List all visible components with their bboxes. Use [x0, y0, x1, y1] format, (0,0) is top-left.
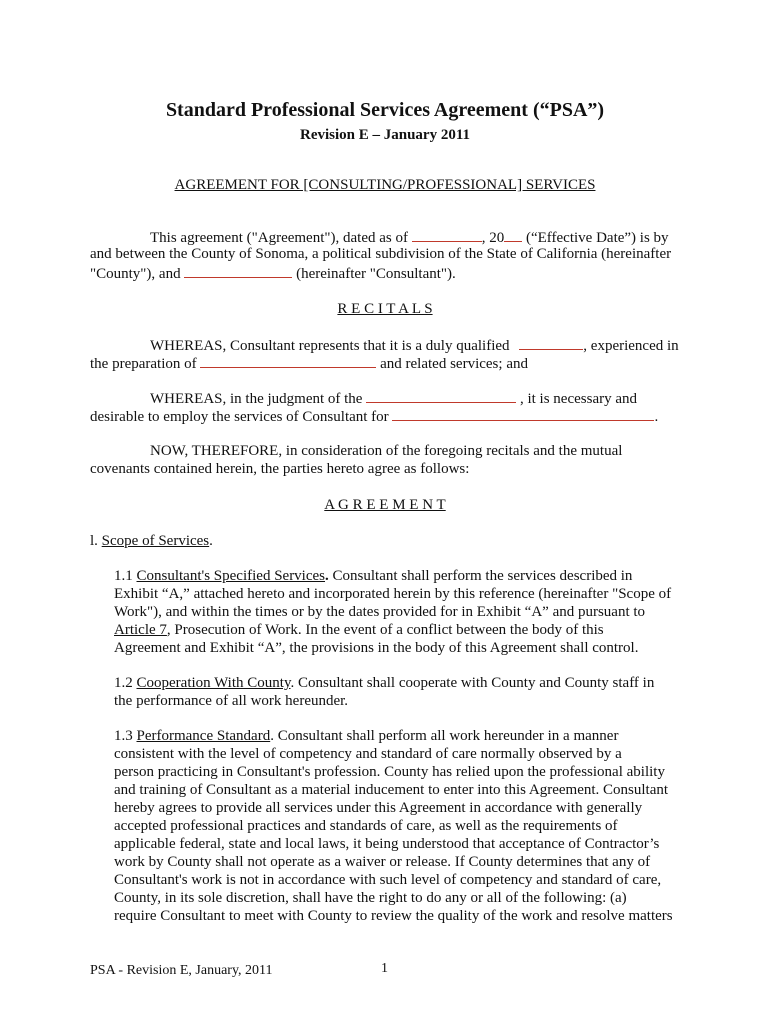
whereas-1-text-d: and related services; and [380, 356, 528, 372]
document-title: Standard Professional Services Agreement (“PSA”) [165, 99, 605, 121]
intro-line-1 [150, 227, 669, 247]
now-therefore-line-1: NOW, THEREFORE, in consideration of the foregoing recitals and the mutual [150, 443, 623, 459]
section-1-3-line-3: person practicing in Consultant's profession. County has relied upon the professional ability [114, 764, 665, 780]
intro-line-2: and between the County of Sonoma, a political subdivision of the State of California (hereinafter [90, 246, 672, 262]
section-1-1-text-4: , Prosecution of Work. In the event of a conflict between the body of this [166, 622, 604, 638]
intro-text-1a: This agreement ("Agreement"), dated as of [150, 230, 408, 246]
section-1-number: l. [90, 533, 98, 549]
intro-text-3b: (hereinafter "Consultant"). [296, 266, 456, 282]
section-1-1-text-1: Consultant shall perform the services described in [332, 568, 633, 584]
section-1-3-text-1: . Consultant shall perform all work hereunder in a manner [270, 728, 619, 744]
section-1-1-dot: . [325, 568, 329, 584]
whereas-2-text-c: desirable to employ the services of Consultant for [90, 409, 389, 425]
whereas-1-text-b: , experienced in [583, 338, 679, 354]
section-1-3-number: 1.3 [114, 728, 133, 744]
section-1-3-line-9: Consultant's work is not in accordance with such level of competency and standard of care, [114, 872, 662, 888]
whereas-2-line-1 [150, 388, 637, 408]
section-1-3-line-6: accepted professional practices and standards of care, as well as the requirements of [114, 818, 618, 834]
section-1-3-line-2: consistent with the level of competency and standard of care normally observed by a [114, 746, 622, 762]
section-1-3-line-10: County, in its sole discretion, shall have the right to do any or all of the following: (a) [114, 890, 627, 906]
recitals-heading-text: R E C I T A L S [337, 301, 433, 317]
section-1-1-line-4 [114, 621, 604, 639]
whereas-2-text-a: WHEREAS, in the judgment of the [150, 391, 363, 407]
whereas-1-text-a: WHEREAS, Consultant represents that it is a duly qualified [150, 338, 510, 354]
intro-line-3 [90, 263, 456, 283]
whereas-1-text-c: the preparation of [90, 356, 197, 372]
page-number: 1 [381, 961, 388, 976]
section-1-1-line-1 [114, 567, 632, 585]
services-for-blank[interactable] [392, 406, 654, 421]
section-1-3-line-7: applicable federal, state and local laws, it being understood that acceptance of Contractor’s [114, 836, 660, 852]
section-1-2-text-1: . Consultant shall cooperate with County and County staff in [290, 675, 655, 691]
section-1-1-line-5: Agreement and Exhibit “A”, the provisions in the body of this Agreement shall control. [114, 640, 639, 656]
section-1-3-title: Performance Standard [136, 728, 271, 744]
section-1-3-line-5: hereby agrees to provide all services under this Agreement in accordance with generally [114, 800, 643, 816]
section-1-1-number: 1.1 [114, 568, 133, 584]
intro-text-3a: "County"), and [90, 266, 181, 282]
intro-text-1b: , 20 [481, 230, 505, 246]
agreement-for-line [0, 176, 770, 194]
whereas-2-line-2 [90, 406, 658, 426]
whereas-1-line-2 [90, 353, 528, 373]
section-1-3-line-8: work by County shall not operate as a waiver or release. If County determines that any of [114, 854, 651, 870]
section-1-title: Scope of Services [101, 533, 210, 549]
section-1-1-line-3: Work"), and within the times or by the dates provided for in Exhibit “A” and pursuant to [114, 604, 646, 620]
section-1-dot: . [209, 533, 213, 549]
section-1-2-line-2: the performance of all work hereunder. [114, 693, 349, 709]
whereas-1-line-1 [150, 335, 679, 355]
recitals-heading [0, 300, 770, 318]
section-1-1-title: Consultant's Specified Services [136, 568, 326, 584]
section-1-3-line-1 [114, 727, 618, 745]
article-7-link[interactable]: Article 7 [114, 622, 167, 638]
judgment-blank[interactable] [366, 388, 516, 403]
qualified-blank[interactable] [519, 335, 583, 350]
revision-line: Revision E – January 2011 [299, 127, 471, 143]
agreement-heading-text: A G R E E M E N T [324, 497, 446, 513]
section-1-2-number: 1.2 [114, 675, 133, 691]
consultant-name-blank[interactable] [184, 263, 292, 278]
agreement-for-text: AGREEMENT FOR [CONSULTING/PROFESSIONAL] SERVICES [174, 177, 596, 193]
section-1-3-line-4: and training of Consultant as a material inducement to enter into this Agreement. Consultant [114, 782, 669, 798]
section-1-2-line-1 [114, 674, 654, 692]
section-1-1-line-2: Exhibit “A,” attached hereto and incorporated herein by this reference (hereinafter "Scope of [114, 586, 672, 602]
whereas-2-text-d: . [654, 409, 659, 425]
agreement-heading [0, 496, 770, 514]
section-1-3-line-11: require Consultant to meet with County to review the quality of the work and resolve matters [114, 908, 673, 924]
section-1-heading [90, 532, 213, 550]
whereas-2-text-b: , it is necessary and [519, 391, 638, 407]
preparation-blank[interactable] [200, 353, 376, 368]
year-blank[interactable] [504, 227, 522, 242]
date-blank[interactable] [412, 227, 482, 242]
now-therefore-line-2: covenants contained herein, the parties hereto agree as follows: [90, 461, 470, 477]
footer-revision: PSA - Revision E, January, 2011 [90, 963, 273, 978]
section-1-2-title: Cooperation With County [136, 675, 291, 691]
intro-text-1c: (“Effective Date”) is by [525, 230, 669, 246]
